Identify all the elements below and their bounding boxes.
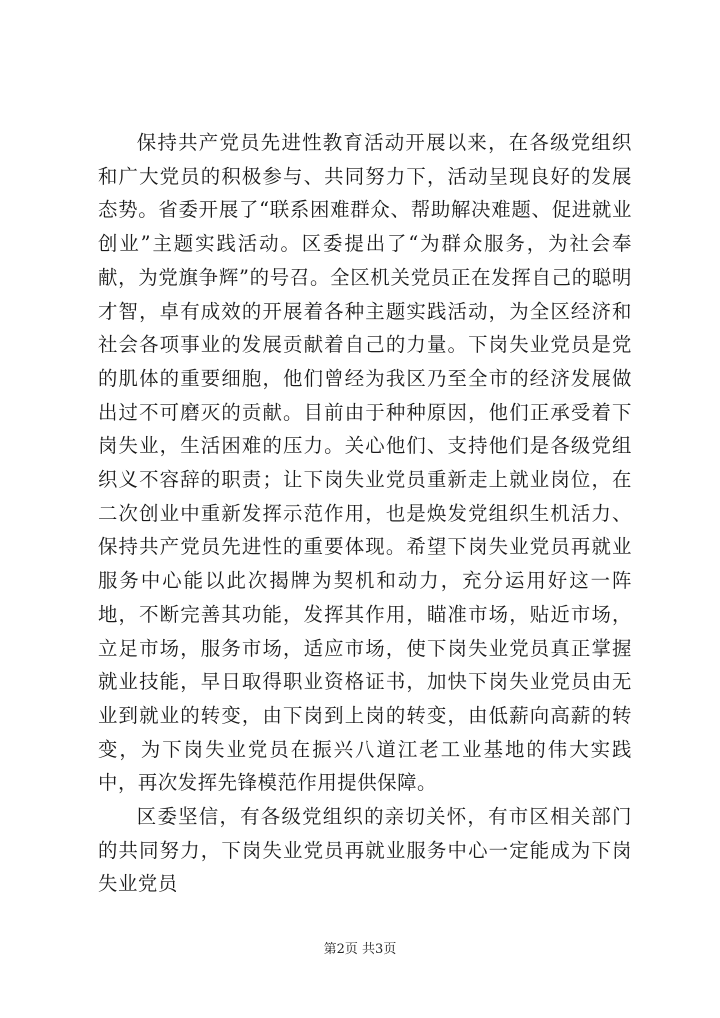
paragraph-2: 区委坚信，有各级党组织的亲切关怀，有市区相关部门的共同努力，下岗失业党员再就业服务中心一定能成为下岗失业党员 <box>98 805 632 896</box>
page-number-footer: 第2页 共3页 <box>323 942 397 957</box>
body-text <box>98 126 632 901</box>
paragraph-1: 保持共产党员先进性教育活动开展以来，在各级党组织和广大党员的积极参与、共同努力下，活动呈现良好的发展态势。省委开展了“联系困难群众、帮助解决难题、促进就业创业”主题实践活动。区委提出了“为群众服务，为社会奉献，为党旗争辉”的号召。全区机关党员正在发挥自己的聪明才智，卓有成效的开展着各种主题实践活动，为全区经济和社会各项事业的发展贡献着自己的力量。下岗失业党员是党的肌体的重要细胞，他们曾经为我区乃至全市的经济发展做出过不可磨灭的贡献。目前由于种种原因，他们正承受着下岗失业，生活困难的压力。关心他们、支持他们是各级党组织义不容辞的职责；让下岗失业党员重新走上就业岗位，在二次创业中重新发挥示范作用，也是焕发党组织生机活力、保持共产党员先进性的重要体现。希望下岗失业党员再就业服务中心能以此次揭牌为契机和动力，充分运用好这一阵地，不断完善其功能，发挥其作用，瞄准市场，贴近市场，立足市场，服务市场，适应市场，使下岗失业党员真正掌握就业技能，早日取得职业资格证书，加快下岗失业党员由无业到就业的转变，由下岗到上岗的转变，由低薪向高薪的转变，为下岗失业党员在振兴八道江老工业基地的伟大实践中，再次发挥先锋模范作用提供保障。 <box>98 131 632 795</box>
